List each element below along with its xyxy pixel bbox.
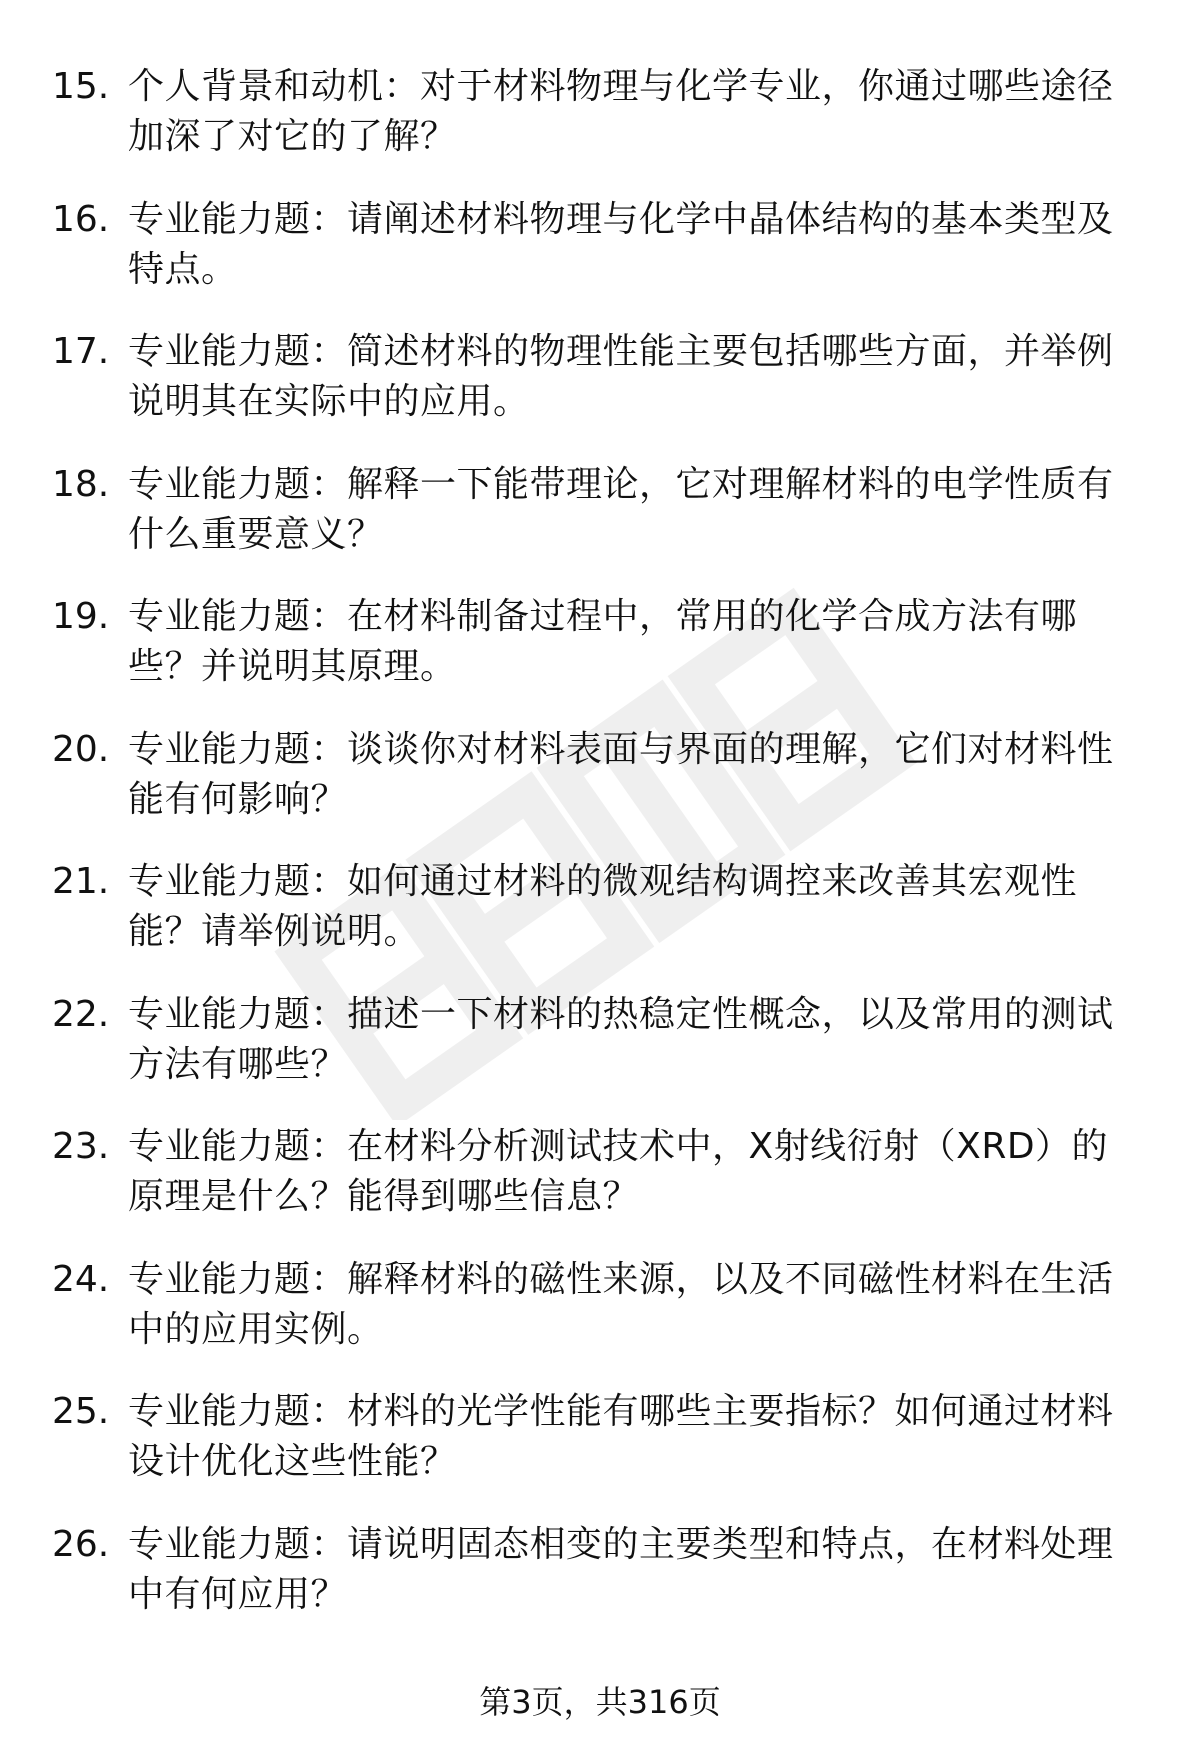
question-number: 17.	[52, 331, 110, 372]
question-text: 专业能力题：简述材料的物理性能主要包括哪些方面，并举例说明其在实际中的应用。	[128, 331, 1114, 422]
question-text: 专业能力题：描述一下材料的热稳定性概念，以及常用的测试方法有哪些？	[128, 993, 1114, 1085]
question-text: 专业能力题：在材料制备过程中，常用的化学合成方法有哪些？并说明其原理。	[128, 596, 1078, 687]
question-text: 专业能力题：请阐述材料物理与化学中晶体结构的基本类型及特点。	[128, 198, 1114, 290]
question-text: 专业能力题：请说明固态相变的主要类型和特点，在材料处理中有何应用？	[128, 1523, 1114, 1615]
question-item	[0, 990, 1200, 1123]
question-number: 18.	[52, 463, 110, 505]
question-item	[0, 1520, 1200, 1653]
question-number: 26.	[52, 1523, 110, 1565]
question-number: 16.	[52, 198, 110, 240]
question-item	[0, 62, 1200, 195]
question-item	[0, 460, 1200, 593]
question-item	[0, 592, 1200, 725]
question-number: 21.	[52, 861, 110, 902]
question-text: 专业能力题：在材料分析测试技术中，X射线衍射（XRD）的原理是什么？能得到哪些信息？	[128, 1126, 1109, 1217]
question-text: 个人背景和动机：对于材料物理与化学专业，你通过哪些途径加深了对它的了解？	[128, 66, 1114, 157]
question-number: 25.	[52, 1391, 110, 1432]
page-number-footer: 第3页，共316页	[479, 1683, 721, 1721]
question-number: 19.	[52, 596, 110, 637]
question-item	[0, 1122, 1200, 1255]
question-item	[0, 857, 1200, 990]
question-number: 15.	[52, 66, 110, 107]
question-item	[0, 725, 1200, 858]
question-text: 专业能力题：如何通过材料的微观结构调控来改善其宏观性能？请举例说明。	[128, 861, 1078, 952]
question-text: 专业能力题：材料的光学性能有哪些主要指标？如何通过材料设计优化这些性能？	[128, 1391, 1114, 1482]
question-number: 22.	[52, 993, 110, 1035]
question-number: 24.	[52, 1258, 110, 1300]
question-item	[0, 327, 1200, 460]
question-item	[0, 1255, 1200, 1388]
question-text: 专业能力题：谈谈你对材料表面与界面的理解，它们对材料性能有何影响？	[128, 728, 1114, 820]
question-item	[0, 195, 1200, 328]
question-text: 专业能力题：解释材料的磁性来源，以及不同磁性材料在生活中的应用实例。	[128, 1258, 1114, 1350]
question-item	[0, 1387, 1200, 1520]
question-number: 23.	[52, 1126, 110, 1167]
question-number: 20.	[52, 728, 110, 770]
question-list	[0, 62, 1200, 1652]
question-text: 专业能力题：解释一下能带理论，它对理解材料的电学性质有什么重要意义？	[128, 463, 1114, 555]
